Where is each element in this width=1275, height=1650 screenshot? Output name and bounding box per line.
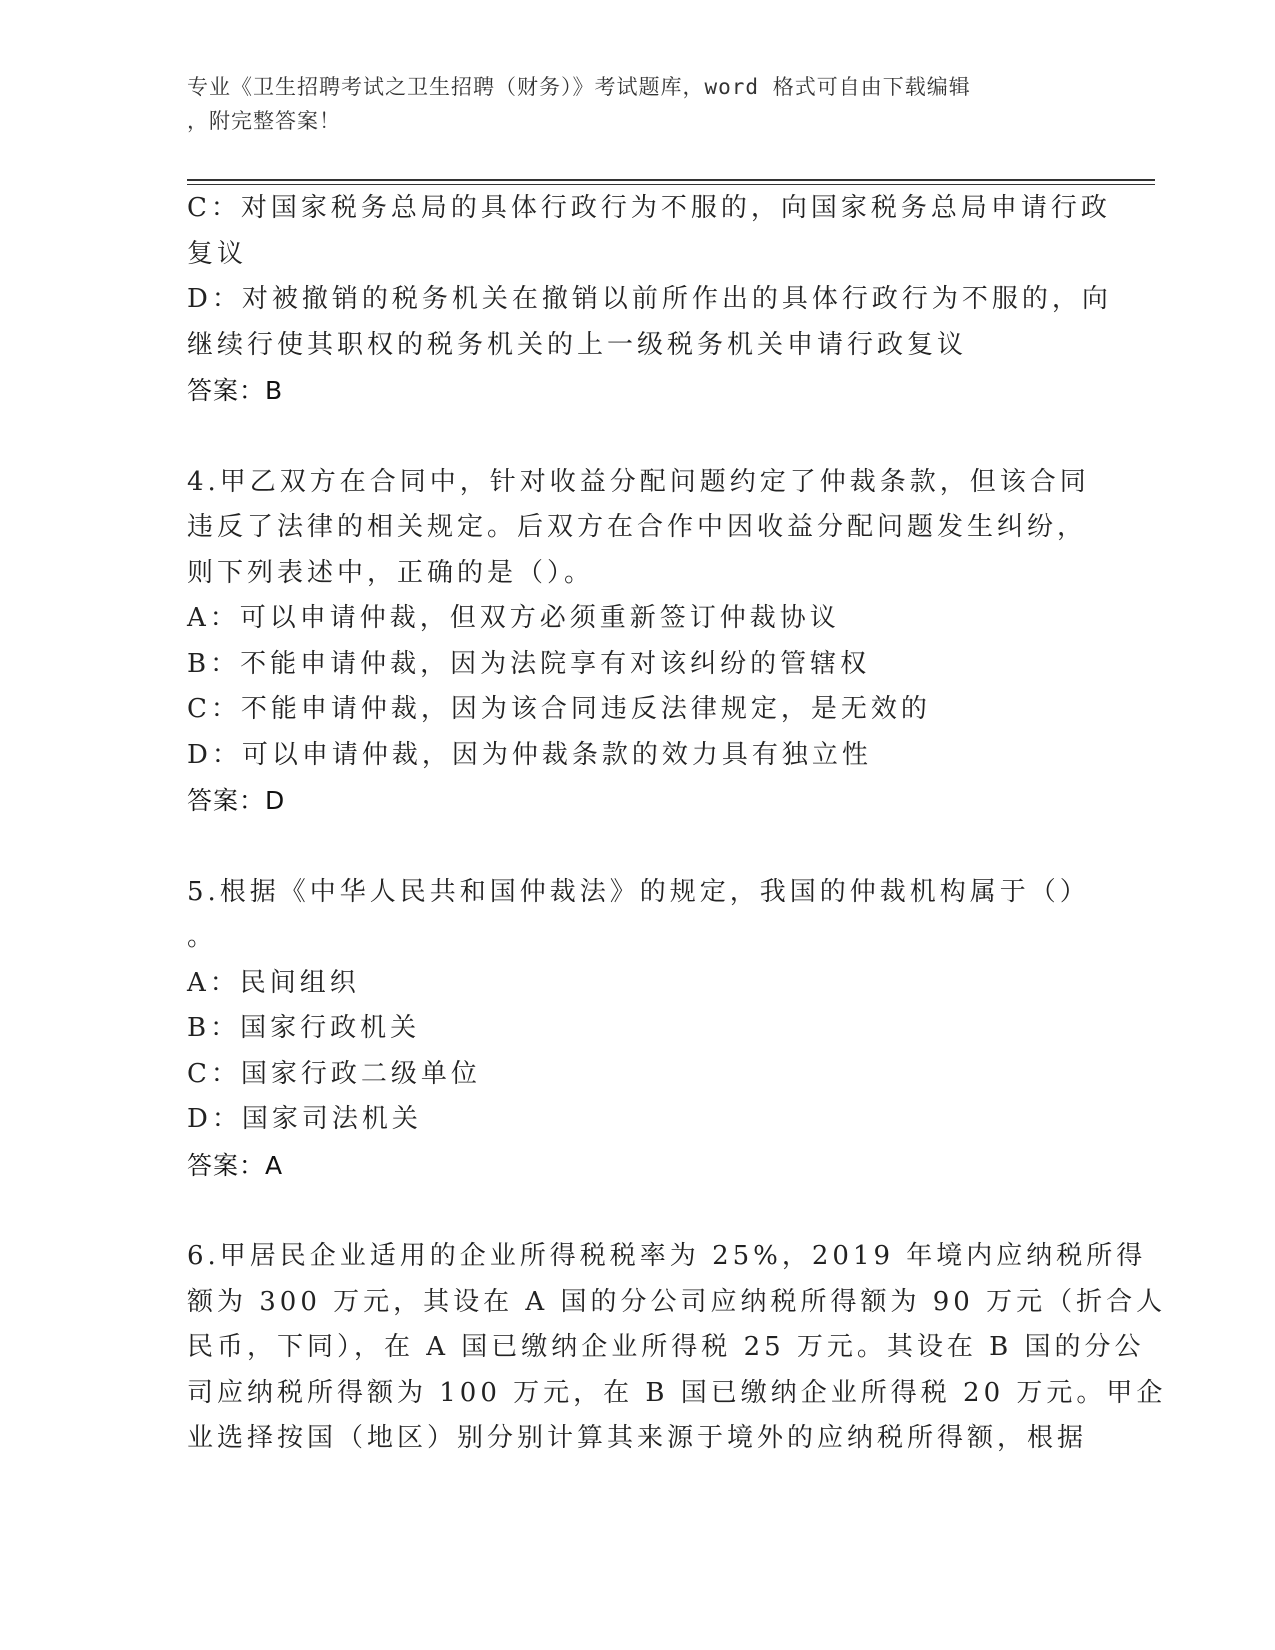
question-stem-line-4: 司应纳税所得额为 100 万元，在 B 国已缴纳企业所得税 20 万元。甲企 [187,1377,1167,1408]
question-4 [187,460,1090,824]
question-content [187,186,1167,1462]
option-d-line-2: 继续行使其职权的税务机关的上一级税务机关申请行政复议 [187,329,968,360]
option-d-line-1: D：对被撤销的税务机关在撤销以前所作出的具体行政行为不服的，向 [187,284,1112,314]
previous-question [187,186,1112,414]
option-b: B：国家行政机关 [187,1013,421,1043]
header-line-1: 专业《卫生招聘考试之卫生招聘（财务）》考试题库，word 格式可自由下载编辑 [187,75,971,99]
question-5 [187,870,1090,1189]
header-divider-thick [187,179,1155,181]
option-d: D：国家司法机关 [187,1104,422,1134]
answer-label: 答案：A [187,1150,284,1180]
option-c-line-2: 复议 [187,238,248,269]
header-divider-thin [187,184,1155,185]
option-c: C：不能申请仲裁，因为该合同违反法律规定，是无效的 [187,694,931,724]
question-stem-line-1: 5.根据《中华人民共和国仲裁法》的规定，我国的仲裁机构属于（） [187,876,1090,907]
document-header [187,70,1067,138]
option-d: D：可以申请仲裁，因为仲裁条款的效力具有独立性 [187,739,872,770]
question-stem-line-5: 业选择按国（地区）别分别计算其来源于境外的应纳税所得额，根据 [187,1423,1088,1453]
option-a: A：民间组织 [187,967,360,998]
question-stem-line-1: 6.甲居民企业适用的企业所得税税率为 25%，2019 年境内应纳税所得 [187,1241,1147,1271]
question-stem-line-2: 额为 300 万元，其设在 A 国的分公司应纳税所得额为 90 万元（折合人 [187,1286,1167,1317]
question-6 [187,1234,1167,1462]
option-c-line-1: C：对国家税务总局的具体行政行为不服的，向国家税务总局申请行政 [187,193,1111,223]
question-stem-line-2: 。 [187,922,218,952]
question-stem-line-3: 则下列表述中，正确的是（）。 [187,557,595,588]
answer-label: 答案：B [187,376,284,405]
question-stem-line-1: 4.甲乙双方在合同中，针对收益分配问题约定了仲裁条款，但该合同 [187,466,1090,497]
option-b: B：不能申请仲裁，因为法院享有对该纠纷的管辖权 [187,648,871,679]
question-stem-line-2: 违反了法律的相关规定。后双方在合作中因收益分配问题发生纠纷， [187,512,1088,542]
header-line-2: ，附完整答案！ [187,109,341,133]
question-stem-line-3: 民币，下同），在 A 国已缴纳企业所得税 25 万元。其设在 B 国的分公 [187,1332,1145,1362]
answer-label: 答案：D [187,786,286,815]
option-c: C：国家行政二级单位 [187,1058,481,1089]
option-a: A：可以申请仲裁，但双方必须重新签订仲裁协议 [187,603,840,633]
